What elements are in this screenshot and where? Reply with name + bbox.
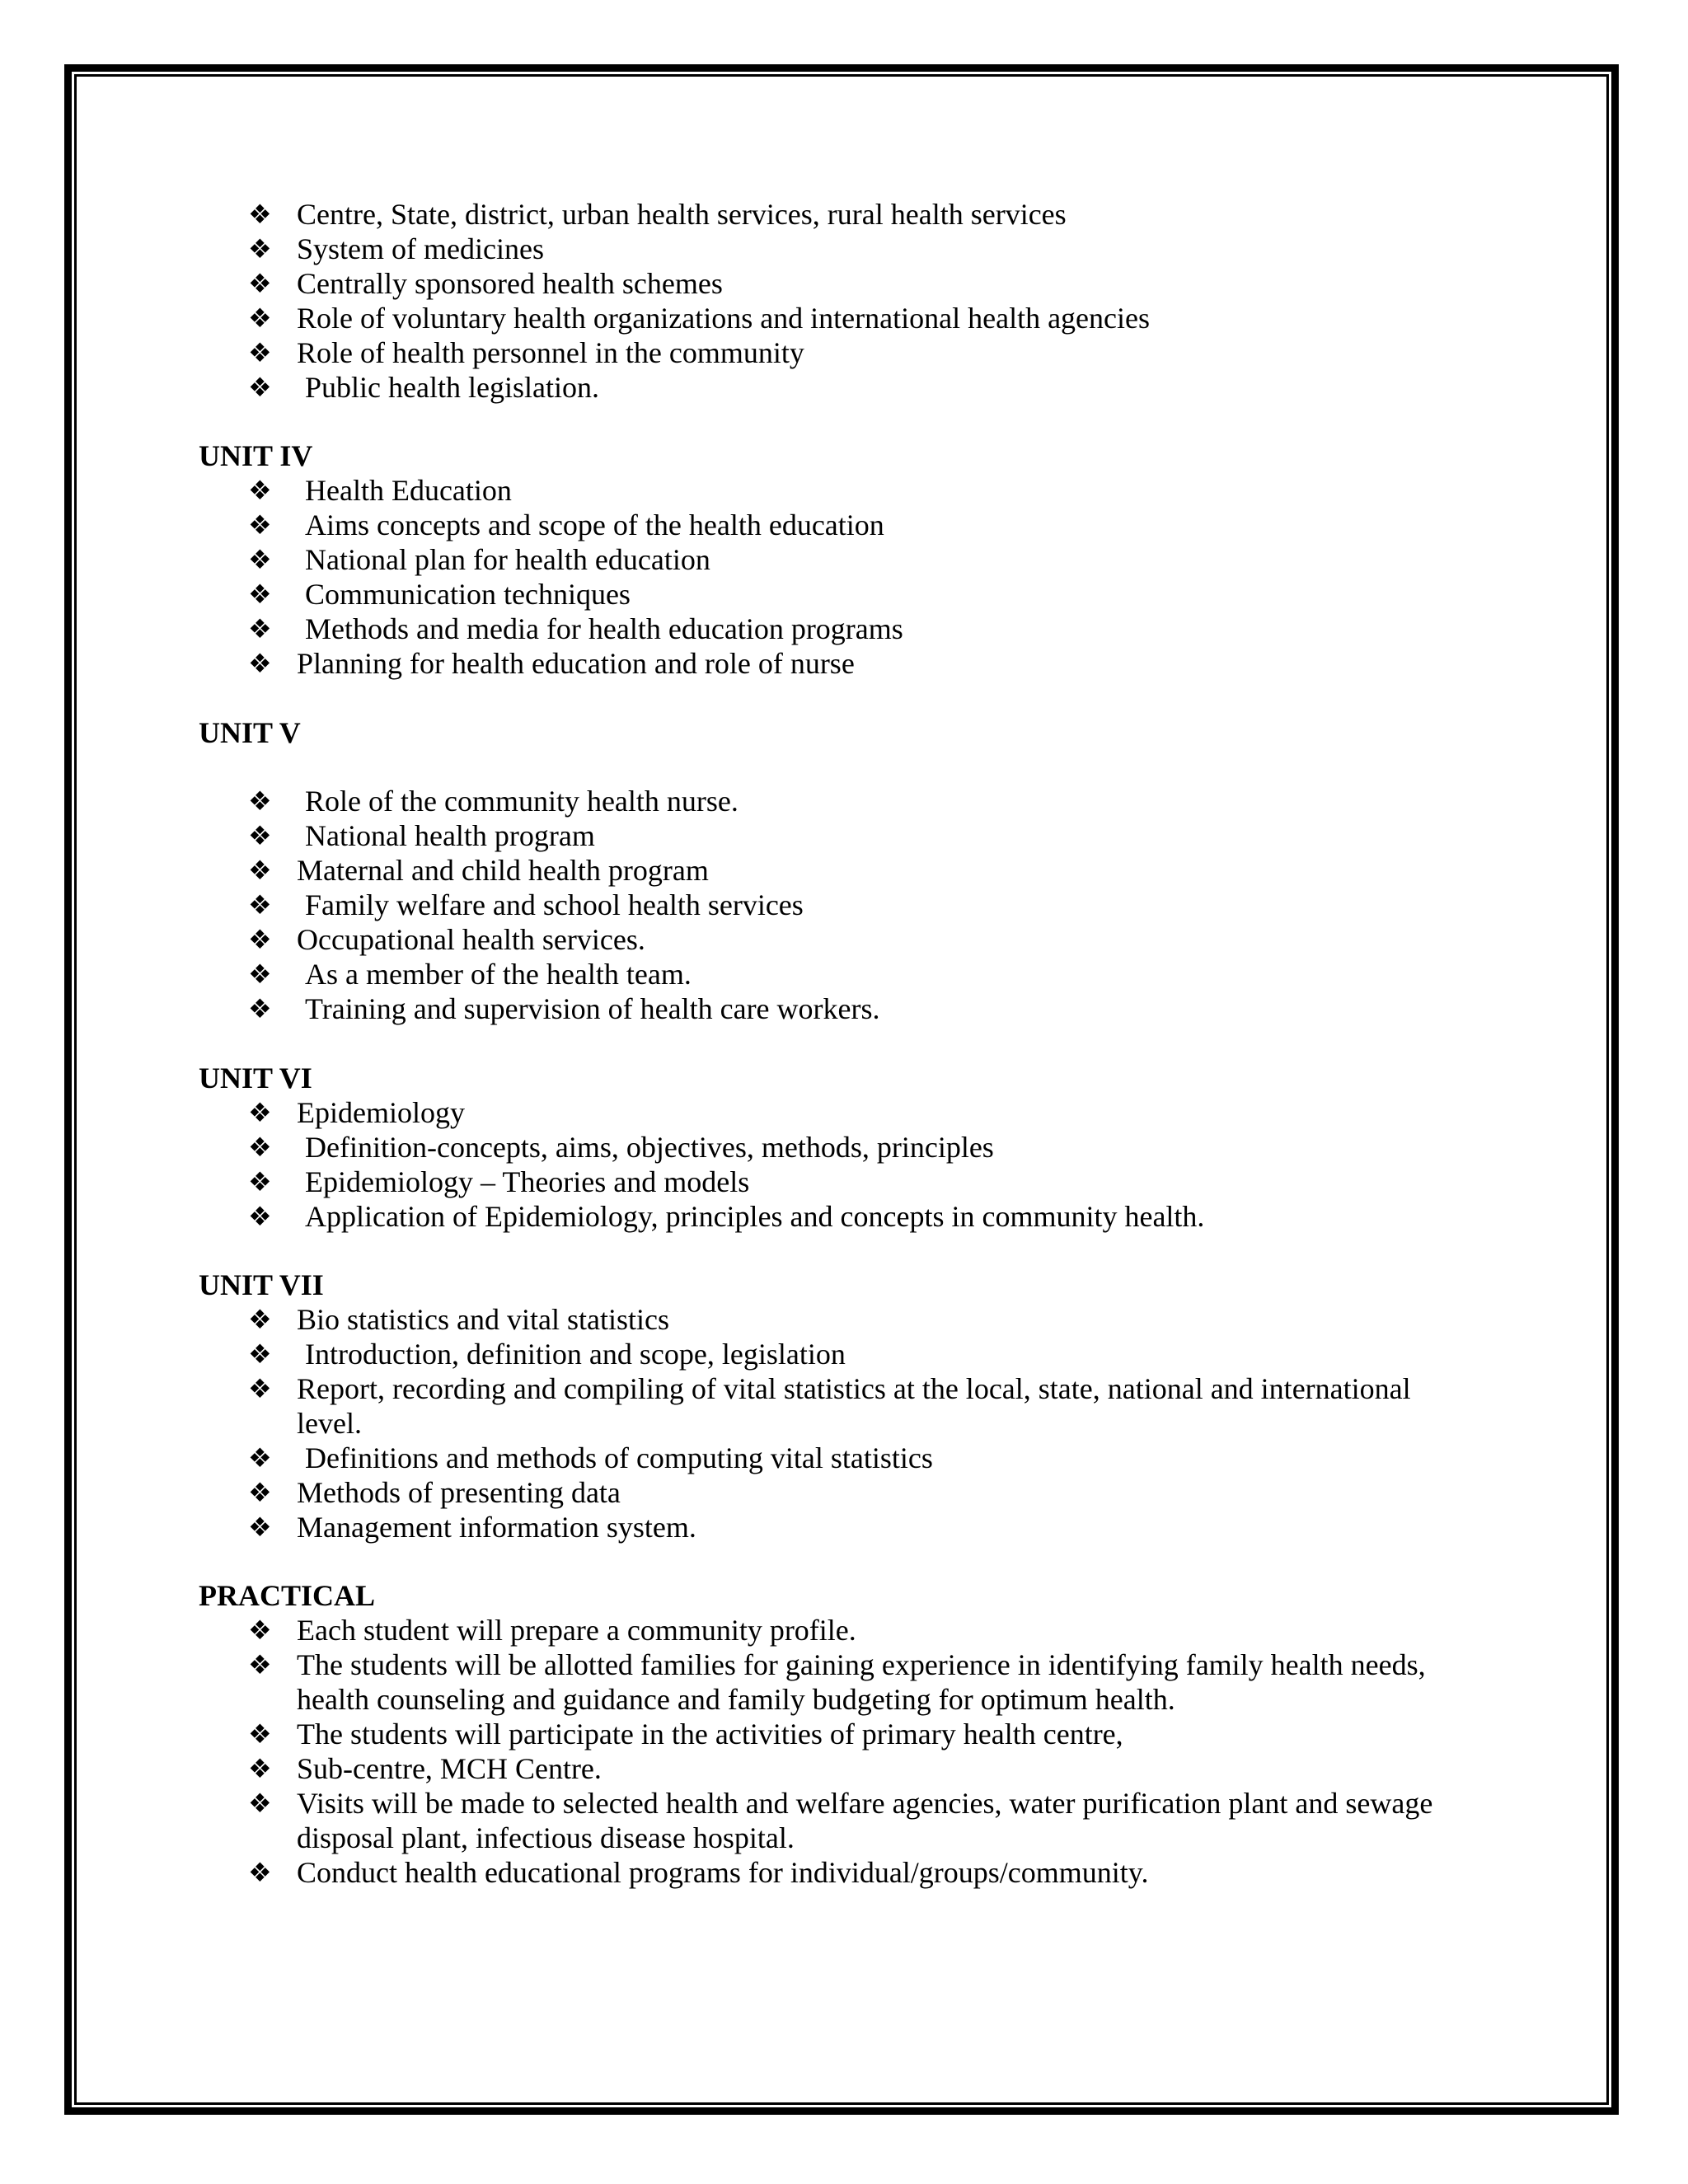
section-heading-unit-vi: UNIT VI [199,1062,312,1094]
list-item: Visits will be made to selected health and welfare agencies, water purification plant and sewage [297,1787,1433,1820]
bullet-icon: ❖ [248,1478,272,1507]
bullet-icon: ❖ [248,925,272,954]
list-item: Aims concepts and scope of the health education [305,509,884,541]
list-item: Each student will prepare a community profile. [297,1614,856,1647]
list-item: Methods and media for health education programs [305,612,903,645]
bullet-icon: ❖ [248,994,272,1024]
bullet-icon: ❖ [248,959,272,989]
list-item: Epidemiology [297,1096,465,1129]
section-heading-practical: PRACTICAL [199,1579,376,1612]
list-item: Report, recording and compiling of vital statistics at the local, state, national and international [297,1372,1411,1405]
list-item: The students will be allotted families for gaining experience in identifying family health needs, [297,1648,1426,1681]
list-item: System of medicines [297,232,544,265]
bullet-icon: ❖ [248,579,272,609]
bullet-icon: ❖ [248,1719,272,1749]
bullet-icon: ❖ [248,1615,272,1645]
bullet-icon: ❖ [248,269,272,298]
section-heading-unit-vii: UNIT VII [199,1268,324,1301]
list-item: Health Education [305,474,512,507]
list-item: Conduct health educational programs for individual/groups/community. [297,1856,1149,1889]
list-item: Role of the community health nurse. [305,785,738,818]
bullet-icon: ❖ [248,1788,272,1818]
section-heading-unit-v: UNIT V [199,716,301,749]
list-item: Management information system. [297,1511,696,1544]
bullet-icon: ❖ [248,1754,272,1783]
list-item: Maternal and child health program [297,854,709,887]
list-item: National health program [305,819,595,852]
list-item: Sub-centre, MCH Centre. [297,1752,602,1785]
list-item-continuation: level. [297,1407,362,1440]
list-item: As a member of the health team. [305,958,692,991]
bullet-icon: ❖ [248,1132,272,1162]
bullet-icon: ❖ [248,1202,272,1231]
bullet-icon: ❖ [248,1098,272,1127]
bullet-icon: ❖ [248,786,272,816]
list-item: Definition-concepts, aims, objectives, methods, principles [305,1131,994,1164]
bullet-icon: ❖ [248,1339,272,1369]
bullet-icon: ❖ [248,545,272,574]
bullet-icon: ❖ [248,1650,272,1680]
bullet-icon: ❖ [248,510,272,540]
list-item: Training and supervision of health care workers. [305,992,880,1025]
bullet-icon: ❖ [248,199,272,229]
list-item: Centrally sponsored health schemes [297,267,723,300]
bullet-icon: ❖ [248,890,272,920]
bullet-icon: ❖ [248,1443,272,1473]
list-item: Definitions and methods of computing vital statistics [305,1441,933,1474]
list-item-continuation: disposal plant, infectious disease hospital. [297,1821,795,1854]
bullet-icon: ❖ [248,234,272,264]
bullet-icon: ❖ [248,1305,272,1334]
list-item: National plan for health education [305,543,710,576]
bullet-icon: ❖ [248,373,272,402]
bullet-icon: ❖ [248,855,272,885]
list-item: Application of Epidemiology, principles and concepts in community health. [305,1200,1205,1233]
list-item: Family welfare and school health services [305,888,804,921]
bullet-icon: ❖ [248,1374,272,1404]
list-item: The students will participate in the activities of primary health centre, [297,1718,1123,1750]
bullet-icon: ❖ [248,821,272,851]
list-item: Role of voluntary health organizations and international health agencies [297,302,1150,335]
list-item: Planning for health education and role of nurse [297,647,855,680]
list-item: Public health legislation. [305,371,599,404]
bullet-icon: ❖ [248,614,272,644]
list-item: Bio statistics and vital statistics [297,1303,669,1336]
bullet-icon: ❖ [248,649,272,678]
list-item: Epidemiology – Theories and models [305,1165,750,1198]
bullet-icon: ❖ [248,303,272,333]
list-item: Occupational health services. [297,923,645,956]
list-item: Introduction, definition and scope, legislation [305,1338,846,1371]
bullet-icon: ❖ [248,1858,272,1887]
section-heading-unit-iv: UNIT IV [199,439,313,472]
bullet-icon: ❖ [248,1167,272,1197]
list-item: Methods of presenting data [297,1476,621,1509]
bullet-icon: ❖ [248,338,272,368]
bullet-icon: ❖ [248,476,272,505]
list-item-continuation: health counseling and guidance and family budgeting for optimum health. [297,1683,1175,1716]
list-item: Communication techniques [305,578,631,611]
list-item: Role of health personnel in the community [297,336,804,369]
list-item: Centre, State, district, urban health services, rural health services [297,198,1067,231]
bullet-icon: ❖ [248,1512,272,1542]
